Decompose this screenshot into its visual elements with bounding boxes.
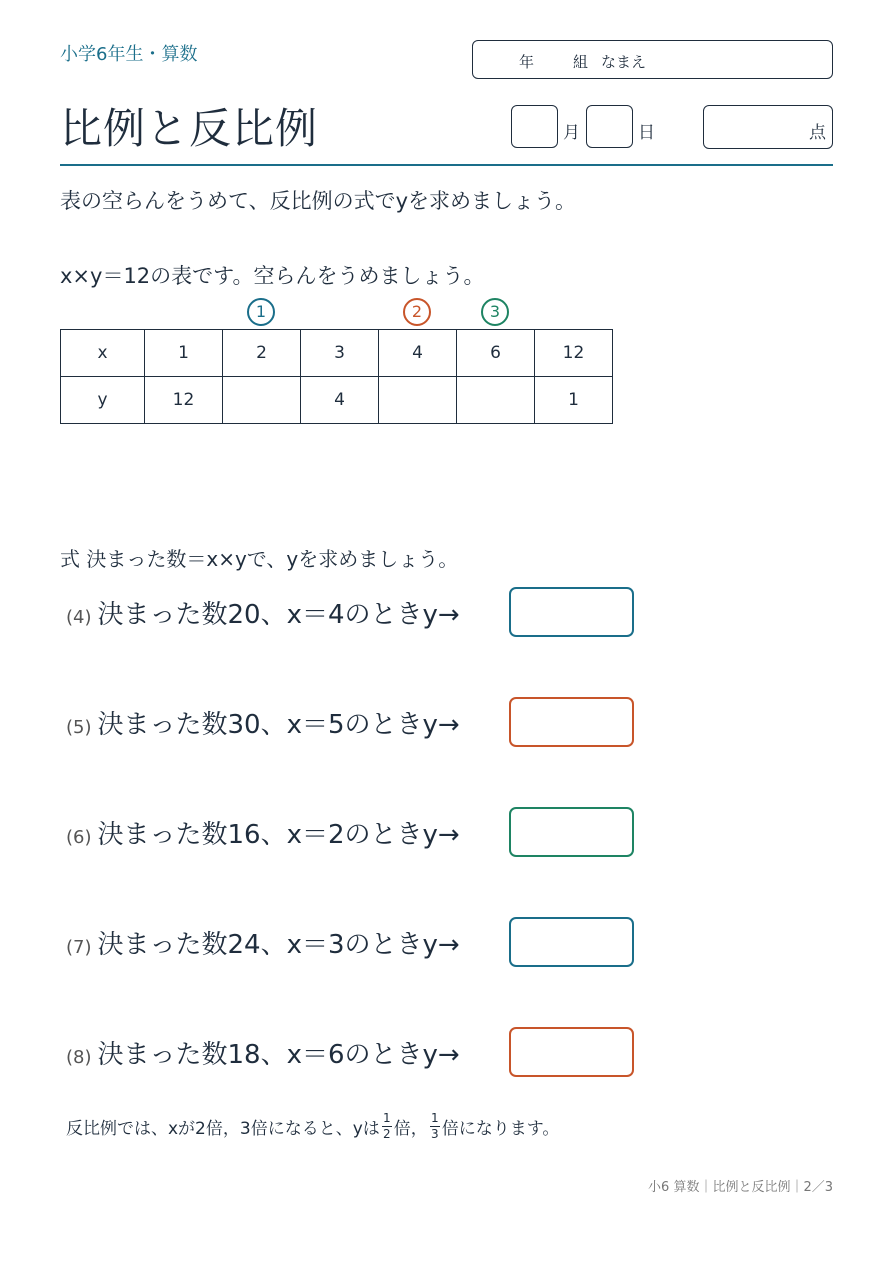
question-6 — [66, 814, 460, 851]
name-label: なまえ — [601, 53, 647, 71]
note — [66, 1112, 559, 1141]
footer: 小6 算数｜比例と反比例｜2／3 — [648, 1180, 833, 1195]
question-text: 決まった数18、x＝6のときy→ — [97, 1040, 460, 1070]
fraction-denominator: 3 — [430, 1127, 439, 1141]
question-5 — [66, 704, 460, 741]
class-label: 組 — [573, 53, 589, 71]
fraction-denominator: 2 — [382, 1127, 391, 1141]
table-cell: 2 — [223, 330, 301, 377]
table-cell: 4 — [301, 377, 379, 424]
marker-1: 1 — [247, 298, 275, 326]
score-box[interactable] — [703, 105, 833, 149]
question-4 — [66, 594, 460, 631]
formula-title: 式 決まった数＝x×yで、yを求めましょう。 — [60, 547, 459, 571]
page-title: 比例と反比例 — [60, 104, 319, 153]
table-title: x×y＝12の表です。空らんをうめましょう。 — [60, 264, 485, 288]
question-text: 決まった数24、x＝3のときy→ — [97, 930, 460, 960]
fraction-numerator: 1 — [430, 1111, 439, 1125]
fraction-one-half — [382, 1112, 392, 1141]
header-divider — [60, 164, 833, 166]
answer-cell-2[interactable] — [379, 377, 457, 424]
table-cell: x — [61, 330, 145, 377]
note-text: 倍， — [393, 1119, 428, 1139]
grade-label: 小学6年生・算数 — [60, 44, 198, 65]
question-number: (7) — [66, 937, 92, 958]
question-number: (6) — [66, 827, 92, 848]
question-7 — [66, 924, 460, 961]
instructions: 表の空らんをうめて、反比例の式でyを求めましょう。 — [60, 189, 577, 213]
table-cell: 12 — [535, 330, 613, 377]
table-row-y — [61, 377, 613, 424]
answer-cell-3[interactable] — [457, 377, 535, 424]
note-text: 倍になります。 — [441, 1119, 560, 1139]
month-label: 月 — [563, 123, 580, 143]
table-cell: 3 — [301, 330, 379, 377]
fraction-numerator: 1 — [382, 1111, 391, 1125]
question-text: 決まった数20、x＝4のときy→ — [97, 600, 460, 630]
table-cell: y — [61, 377, 145, 424]
answer-box-7[interactable] — [509, 917, 634, 967]
question-number: (8) — [66, 1047, 92, 1068]
table-cell: 4 — [379, 330, 457, 377]
marker-3: 3 — [481, 298, 509, 326]
question-number: (4) — [66, 607, 92, 628]
answer-box-4[interactable] — [509, 587, 634, 637]
xy-table — [60, 329, 613, 424]
table-cell: 6 — [457, 330, 535, 377]
question-8 — [66, 1034, 460, 1071]
question-text: 決まった数16、x＝2のときy→ — [97, 820, 460, 850]
table-cell: 1 — [535, 377, 613, 424]
note-text: 反比例では、xが2倍，3倍になると、yは — [66, 1119, 380, 1139]
answer-box-6[interactable] — [509, 807, 634, 857]
answer-box-8[interactable] — [509, 1027, 634, 1077]
year-label: 年 — [519, 53, 535, 71]
fraction-one-third — [430, 1112, 440, 1141]
answer-cell-1[interactable] — [223, 377, 301, 424]
day-label: 日 — [638, 123, 655, 143]
marker-2: 2 — [403, 298, 431, 326]
name-box[interactable] — [472, 40, 833, 79]
month-input-box[interactable] — [511, 105, 558, 148]
table-row-x — [61, 330, 613, 377]
day-input-box[interactable] — [586, 105, 633, 148]
question-number: (5) — [66, 717, 92, 738]
question-text: 決まった数30、x＝5のときy→ — [97, 710, 460, 740]
score-label: 点 — [809, 123, 826, 143]
table-cell: 1 — [145, 330, 223, 377]
table-cell: 12 — [145, 377, 223, 424]
answer-box-5[interactable] — [509, 697, 634, 747]
